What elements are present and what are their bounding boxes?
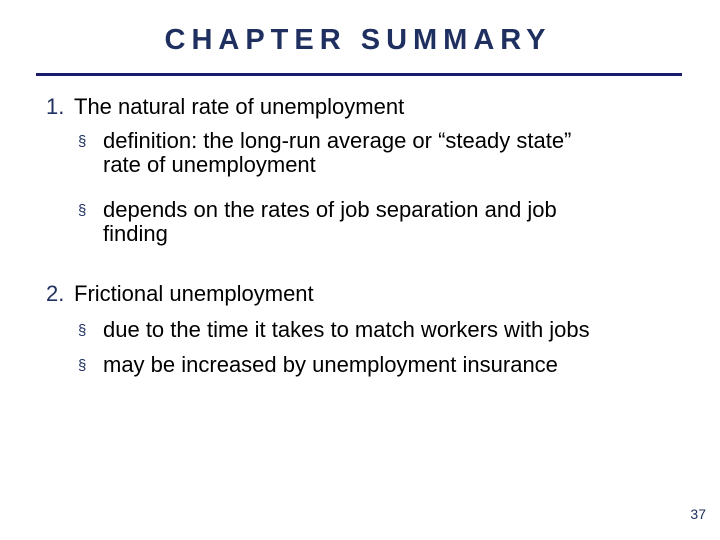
bullet-line: due to the time it takes to match workers with jobs xyxy=(103,317,590,342)
bullet-text xyxy=(103,129,571,177)
section-2-heading: Frictional unemployment xyxy=(74,281,314,306)
bullet-line: finding xyxy=(103,221,168,246)
bullet-text xyxy=(103,318,590,342)
bullet-line: rate of unemployment xyxy=(103,152,316,177)
bullet-text xyxy=(103,198,557,246)
bullet-line: definition: the long-run average or “steady state” xyxy=(103,128,572,153)
bullet-marker-icon: § xyxy=(78,357,87,374)
section-1-heading: The natural rate of unemployment xyxy=(74,94,405,119)
bullet-line: depends on the rates of job separation and job xyxy=(103,197,557,222)
bullet-text xyxy=(103,353,558,377)
section-1-number: 1. xyxy=(46,94,65,119)
page-number: 37 xyxy=(690,506,706,522)
slide-title: CHAPTER SUMMARY xyxy=(164,24,552,56)
bullet-marker-icon: § xyxy=(78,202,87,219)
bullet-line: may be increased by unemployment insurance xyxy=(103,352,558,377)
section-2-number: 2. xyxy=(46,281,65,306)
bullet-marker-icon: § xyxy=(78,133,87,150)
bullet-marker-icon: § xyxy=(78,322,87,339)
